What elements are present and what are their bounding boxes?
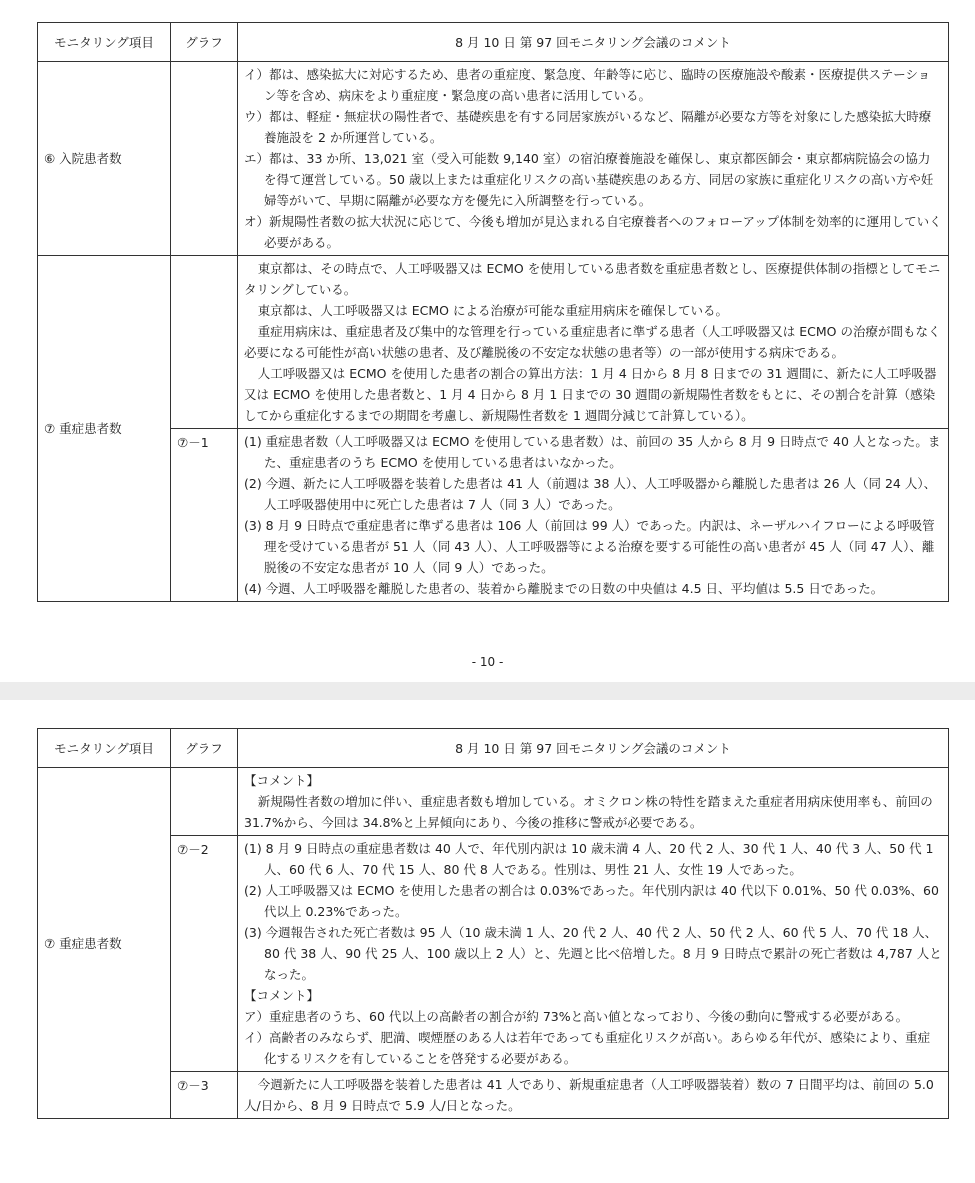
graph-7-3-label: ⑦－3: [171, 1072, 238, 1119]
comment-para: イ）都は、感染拡大に対応するため、患者の重症度、緊急度、年齢等に応じ、臨時の医療施設や酸素・医療提供ステーション等を含め、病床をより重症度・緊急度の高い患者に活用している。: [244, 67, 931, 103]
graph-7-2-label: ⑦－2: [171, 836, 238, 1072]
intro-para: 東京都は、人工呼吸器又は ECMO による治療が可能な重症用病床を確保している。: [257, 303, 728, 318]
header-graph: グラフ: [171, 729, 238, 768]
header-graph: グラフ: [171, 23, 238, 62]
numbered-item: (1) 8 月 9 日時点の重症患者数は 40 人で、年代別内訳は 10 歳未満 4 人、20 代 2 人、30 代 1 人、40 代 3 人、50 代 1 人、60 代 6 人、70 代 15 人、80 代 8 人である。性別は、男性 21 人、女性 19 人であった。: [244, 841, 934, 877]
graph-empty: [171, 62, 238, 256]
intro-para: 東京都は、その時点で、人工呼吸器又は ECMO を使用している患者数を重症患者数とし、医療提供体制の指標としてモニタリングしている。: [244, 261, 941, 297]
numbered-item: (3) 8 月 9 日時点で重症患者に準ずる患者は 106 人（前回は 99 人）であった。内訳は、ネーザルハイフローによる呼吸管理を受けている患者が 51 人（同 43 人）、人工呼吸器等による治療を要する可能性の高い患者が 45 人（同 47 人）、離脱後の不安定な患者が 10 人（同 9 人）であった。: [244, 518, 935, 575]
graph-7-3-comments: [238, 1072, 949, 1119]
section-7-intro: [238, 256, 949, 429]
graph-empty: [171, 768, 238, 836]
comment-text: 新規陽性者数の増加に伴い、重症患者数も増加している。オミクロン株の特性を踏まえた重症者用病床使用率も、前回の 31.7%から、今回は 34.8%と上昇傾向にあり、今後の推移に警戒が必要である。: [244, 794, 933, 830]
item-severe: ⑦ 重症患者数: [38, 256, 171, 602]
item-hospitalized: ⑥ 入院患者数: [38, 62, 171, 256]
graph-7-3-row: [38, 1072, 949, 1119]
monitoring-table-page2: [37, 728, 949, 1119]
page-number: - 10 -: [471, 655, 504, 669]
comment-block: [238, 768, 949, 836]
graph-7-1-comments: [238, 429, 949, 602]
comment-para: イ）高齢者のみならず、肥満、喫煙歴のある人は若年であっても重症化リスクが高い。あらゆる年代が、感染により、重症化するリスクを有していることを啓発する必要がある。: [244, 1030, 931, 1066]
header-comment: 8 月 10 日 第 97 回モニタリング会議のコメント: [238, 729, 949, 768]
comment-label: 【コメント】: [244, 988, 320, 1003]
page-11: [0, 700, 975, 1183]
numbered-item: (2) 今週、新たに人工呼吸器を装着した患者は 41 人（前週は 38 人）、人工呼吸器から離脱した患者は 26 人（同 24 人）、人工呼吸器使用中に死亡した患者は 7 人（同 3 人）であった。: [244, 476, 937, 512]
graph-7-1-label: ⑦－1: [171, 429, 238, 602]
monitoring-table-page1: [37, 22, 949, 602]
numbered-item: (4) 今週、人工呼吸器を離脱した患者の、装着から離脱までの日数の中央値は 4.5 日、平均値は 5.5 日であった。: [244, 581, 884, 596]
numbered-item: (3) 今週報告された死亡者数は 95 人（10 歳未満 1 人、20 代 2 人、40 代 2 人、50 代 2 人、60 代 5 人、70 代 18 人、80 代 38 人、90 代 25 人、100 歳以上 2 人）と、先週と比べ倍増した。8 月 9 日時点で累計の死亡者数は 4,787 人となった。: [244, 925, 942, 982]
numbered-item: (1) 重症患者数（人工呼吸器又は ECMO を使用している患者数）は、前回の 35 人から 8 月 9 日時点で 40 人となった。また、重症患者のうち ECMO を使用している患者はいなかった。: [244, 434, 941, 470]
numbered-item: (2) 人工呼吸器又は ECMO を使用した患者の割合は 0.03%であった。年代別内訳は 40 代以下 0.01%、50 代 0.03%、60 代以上 0.23%であった。: [244, 883, 939, 919]
comment-para: ウ）都は、軽症・無症状の陽性者で、基礎疾患を有する同居家族がいるなど、隔離が必要な方等を対象にした感染拡大時療養施設を 2 か所運営している。: [244, 109, 932, 145]
intro-para: 重症用病床は、重症患者及び集中的な管理を行っている重症患者に準ずる患者（人工呼吸器又は ECMO の治療が間もなく必要になる可能性が高い状態の患者、及び離脱後の不安定な状態の患者等）の一部が使用する病床である。: [244, 324, 941, 360]
graph-7-1-row: [38, 429, 949, 602]
section-6-comments: [238, 62, 949, 256]
table-header-row: [38, 23, 949, 62]
comment-text: 今週新たに人工呼吸器を装着した患者は 41 人であり、新規重症患者（人工呼吸器装着）数の 7 日間平均は、前回の 5.0 人/日から、8 月 9 日時点で 5.9 人/日となった。: [244, 1077, 934, 1113]
comment-para: エ）都は、33 か所、13,021 室（受入可能数 9,140 室）の宿泊療養施設を確保し、東京都医師会・東京都病院協会の協力を得て運営している。50 歳以上または重症化リスクの高い基礎疾患のある方、同居の家族に重症化リスクの高い方や妊婦等がいて、早期に隔離が必要な方を優先に入所調整を行っている。: [244, 151, 934, 208]
intro-para: 人工呼吸器又は ECMO を使用した患者の割合の算出方法：1 月 4 日から 8 月 8 日までの 31 週間に、新たに人工呼吸器又は ECMO を使用した患者数と、1 月 4 日から 8 月 1 日までの 30 週間の新規陽性者数をもとに、その割合を計算（感染してから重症化するまでの期間を考慮し、新規陽性者数を 1 週間分減じて計算している）。: [244, 366, 937, 423]
graph-7-2-comments: [238, 836, 949, 1072]
comment-label: 【コメント】: [244, 773, 320, 788]
graph-empty: [171, 256, 238, 429]
header-item: モニタリング項目: [38, 729, 171, 768]
header-item: モニタリング項目: [38, 23, 171, 62]
comment-block-row: [38, 768, 949, 836]
header-comment: 8 月 10 日 第 97 回モニタリング会議のコメント: [238, 23, 949, 62]
table-header-row: [38, 729, 949, 768]
comment-para: ア）重症患者のうち、60 代以上の高齢者の割合が約 73%と高い値となっており、今後の動向に警戒する必要がある。: [244, 1009, 909, 1024]
graph-7-2-row: [38, 836, 949, 1072]
section-7-intro-row: [38, 256, 949, 429]
item-severe: ⑦ 重症患者数: [38, 768, 171, 1119]
section-6-row: [38, 62, 949, 256]
comment-para: オ）新規陽性者数の拡大状況に応じて、今後も増加が見込まれる自宅療養者へのフォローアップ体制を効率的に運用していく必要がある。: [244, 214, 942, 250]
